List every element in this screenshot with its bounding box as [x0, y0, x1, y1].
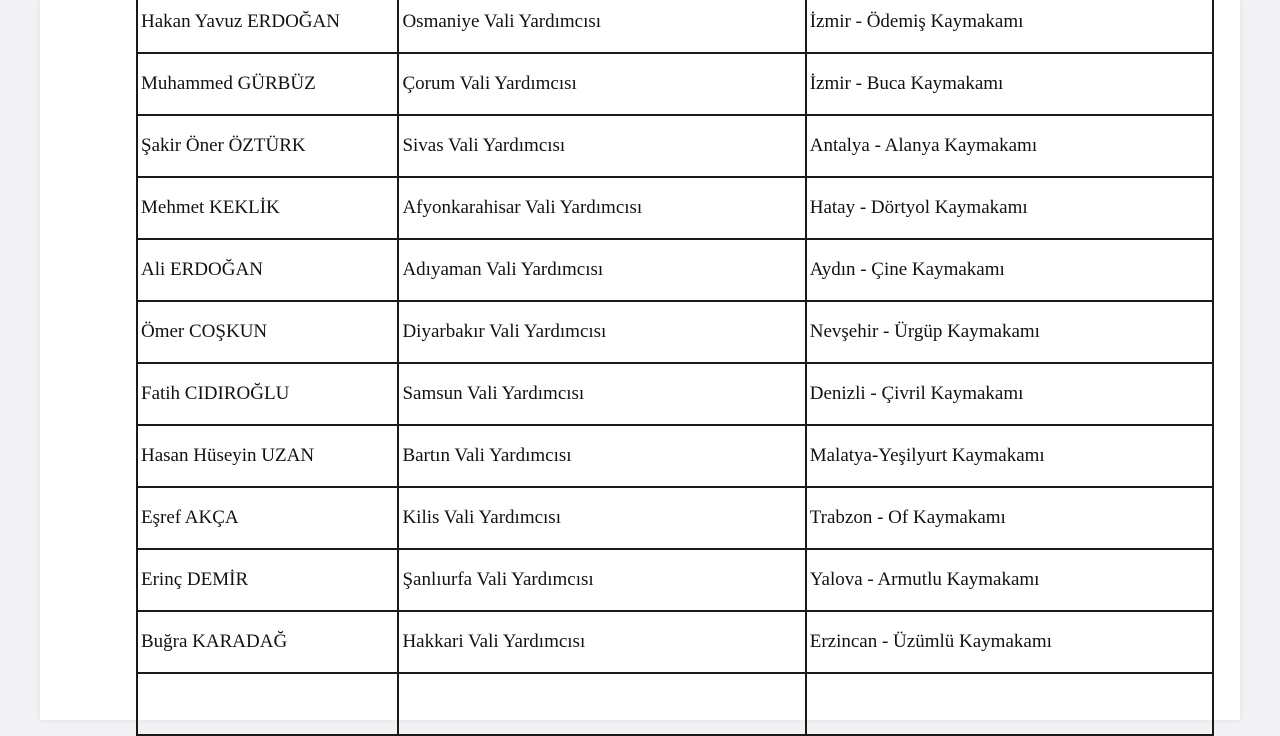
- table-row: [137, 53, 1213, 115]
- new-post-cell: Aydın - Çine Kaymakamı: [806, 239, 1213, 301]
- new-post-cell: Trabzon - Of Kaymakamı: [806, 487, 1213, 549]
- person-name-cell: Hasan Hüseyin UZAN: [137, 425, 398, 487]
- new-post-cell: Antalya - Alanya Kaymakamı: [806, 115, 1213, 177]
- person-name-cell: Ali ERDOĞAN: [137, 239, 398, 301]
- document-page: [40, 0, 1240, 720]
- current-post-cell: Çorum Vali Yardımcısı: [398, 53, 805, 115]
- current-post-cell: Şanlıurfa Vali Yardımcısı: [398, 549, 805, 611]
- table-row: [137, 0, 1213, 53]
- person-name-cell: Hakan Yavuz ERDOĞAN: [137, 0, 398, 53]
- table-row: [137, 115, 1213, 177]
- table-row: [137, 425, 1213, 487]
- person-name-cell: Erinç DEMİR: [137, 549, 398, 611]
- current-post-cell: Osmaniye Vali Yardımcısı: [398, 0, 805, 53]
- person-name-cell: Ömer COŞKUN: [137, 301, 398, 363]
- person-name-cell: [137, 673, 398, 735]
- current-post-cell: Afyonkarahisar Vali Yardımcısı: [398, 177, 805, 239]
- person-name-cell: Eşref AKÇA: [137, 487, 398, 549]
- new-post-cell: Denizli - Çivril Kaymakamı: [806, 363, 1213, 425]
- person-name-cell: Mehmet KEKLİK: [137, 177, 398, 239]
- new-post-cell: Nevşehir - Ürgüp Kaymakamı: [806, 301, 1213, 363]
- appointments-table: [136, 0, 1214, 736]
- current-post-cell: Diyarbakır Vali Yardımcısı: [398, 301, 805, 363]
- current-post-cell: [398, 673, 805, 735]
- new-post-cell: Hatay - Dörtyol Kaymakamı: [806, 177, 1213, 239]
- new-post-cell: Erzincan - Üzümlü Kaymakamı: [806, 611, 1213, 673]
- person-name-cell: Fatih CIDIROĞLU: [137, 363, 398, 425]
- table-row: [137, 549, 1213, 611]
- table-row: [137, 239, 1213, 301]
- table-row: [137, 177, 1213, 239]
- current-post-cell: Adıyaman Vali Yardımcısı: [398, 239, 805, 301]
- table-row: [137, 487, 1213, 549]
- new-post-cell: İzmir - Ödemiş Kaymakamı: [806, 0, 1213, 53]
- person-name-cell: Muhammed GÜRBÜZ: [137, 53, 398, 115]
- current-post-cell: Hakkari Vali Yardımcısı: [398, 611, 805, 673]
- person-name-cell: Buğra KARADAĞ: [137, 611, 398, 673]
- new-post-cell: [806, 673, 1213, 735]
- current-post-cell: Sivas Vali Yardımcısı: [398, 115, 805, 177]
- table-row: [137, 611, 1213, 673]
- new-post-cell: İzmir - Buca Kaymakamı: [806, 53, 1213, 115]
- new-post-cell: Yalova - Armutlu Kaymakamı: [806, 549, 1213, 611]
- person-name-cell: Şakir Öner ÖZTÜRK: [137, 115, 398, 177]
- table-row: [137, 673, 1213, 735]
- current-post-cell: Bartın Vali Yardımcısı: [398, 425, 805, 487]
- current-post-cell: Kilis Vali Yardımcısı: [398, 487, 805, 549]
- appointments-table-body: [137, 0, 1213, 735]
- table-row: [137, 301, 1213, 363]
- table-row: [137, 363, 1213, 425]
- new-post-cell: Malatya-Yeşilyurt Kaymakamı: [806, 425, 1213, 487]
- current-post-cell: Samsun Vali Yardımcısı: [398, 363, 805, 425]
